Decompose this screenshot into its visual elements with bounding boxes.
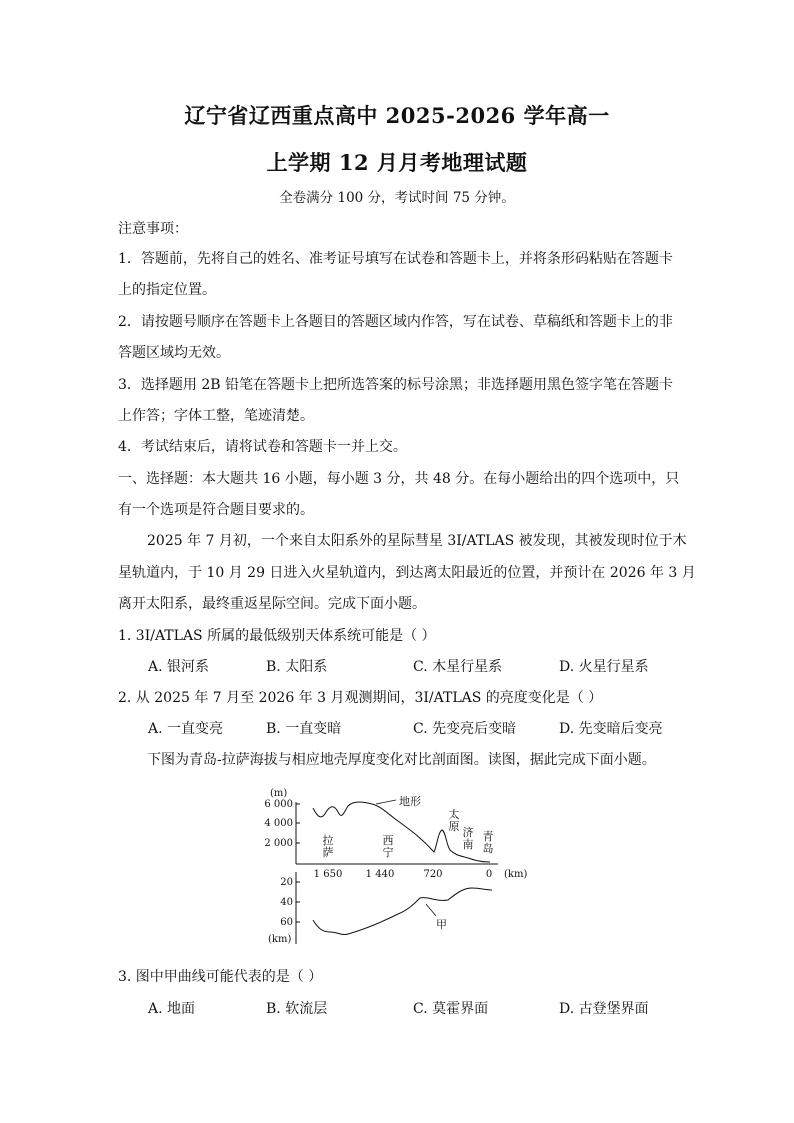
x-tick-label: 720 xyxy=(423,869,443,880)
question-1-stem: 1. 3I/ATLAS 所属的最低级别天体系统可能是（ ） xyxy=(118,628,436,644)
crust-curve-jia xyxy=(313,888,492,935)
upper-tick-label: 4 000 xyxy=(264,818,293,829)
city-label: 太 xyxy=(448,808,460,821)
option-b[interactable]: B. 太阳系 xyxy=(266,659,328,675)
passage-line: 离开太阳系，最终重返星际空间。完成下面小题。 xyxy=(118,596,426,612)
lower-unit-label: (km) xyxy=(268,934,292,945)
upper-tick-label: 6 000 xyxy=(264,799,293,810)
city-label: 萨 xyxy=(322,846,334,859)
option-b[interactable]: B. 一直变暗 xyxy=(266,721,342,737)
option-c[interactable]: C. 莫霍界面 xyxy=(413,1001,489,1017)
question-2-stem: 2. 从 2025 年 7 月至 2026 年 3 月观测期间，3I/ATLAS 的亮度变化是（ ） xyxy=(118,690,603,706)
profile-figure xyxy=(258,782,538,950)
city-label: 原 xyxy=(448,820,460,833)
x-tick-label: 0 xyxy=(485,869,493,880)
lower-tick-label: 60 xyxy=(280,917,293,928)
x-tick-label: 1 440 xyxy=(365,869,395,880)
exam-subtitle: 全卷满分 100 分，考试时间 75 分钟。 xyxy=(279,190,515,206)
notice-line: 1．答题前，先将自己的姓名、准考证号填写在试卷和答题卡上，并将条形码粘贴在答题卡 xyxy=(118,251,673,267)
city-label: 青 xyxy=(482,830,494,843)
notice-line: 4．考试结束后，请将试卷和答题卡一并上交。 xyxy=(118,439,407,455)
city-label: 济 xyxy=(462,826,474,839)
notice-line: 上的指定位置。 xyxy=(118,282,216,298)
upper-tick-label: 2 000 xyxy=(264,838,293,849)
option-a[interactable]: A. 地面 xyxy=(148,1001,196,1017)
lower-tick-label: 20 xyxy=(280,877,293,888)
curve-leader xyxy=(426,904,436,916)
option-c[interactable]: C. 木星行星系 xyxy=(413,659,503,675)
option-c[interactable]: C. 先变亮后变暗 xyxy=(413,721,517,737)
question-3-stem: 3. 图中甲曲线可能代表的是（ ） xyxy=(118,969,323,985)
city-label: 宁 xyxy=(382,846,394,859)
option-b[interactable]: B. 软流层 xyxy=(266,1001,328,1017)
option-d[interactable]: D. 先变暗后变亮 xyxy=(559,721,663,737)
passage-line: 星轨道内，于 10 月 29 日进入火星轨道内，到达离太阳最近的位置，并预计在 2026 年 3 月 xyxy=(118,565,696,581)
terrain-leader xyxy=(376,800,396,804)
city-label: 南 xyxy=(462,838,474,851)
x-unit-label: (km) xyxy=(504,869,528,880)
notice-line: 2．请按题号顺序在答题卡上各题目的答题区域内作答，写在试卷、草稿纸和答题卡上的非 xyxy=(118,314,673,330)
passage-line: 2025 年 7 月初，一个来自太阳系外的星际彗星 3I/ATLAS 被发现，其被发现时位于木 xyxy=(147,533,687,549)
city-label: 拉 xyxy=(322,834,334,847)
lower-tick-label: 40 xyxy=(280,897,293,908)
notice-line: 3．选择题用 2B 铅笔在答题卡上把所选答案的标号涂黑；非选择题用黑色签字笔在答题卡 xyxy=(118,377,674,393)
page-title-line2: 上学期 12 月月考地理试题 xyxy=(266,150,528,175)
city-label: 岛 xyxy=(482,842,494,855)
option-d[interactable]: D. 火星行星系 xyxy=(559,659,649,675)
city-label: 西 xyxy=(382,834,394,847)
option-a[interactable]: A. 银河系 xyxy=(148,659,210,675)
notice-line: 答题区域均无效。 xyxy=(118,345,230,361)
terrain-label: 地形 xyxy=(399,795,421,808)
curve-label: 甲 xyxy=(436,918,447,931)
option-d[interactable]: D. 古登堡界面 xyxy=(559,1001,649,1017)
x-tick-label: 1 650 xyxy=(313,869,343,880)
option-a[interactable]: A. 一直变亮 xyxy=(148,721,224,737)
section-heading: 一、选择题：本大题共 16 小题，每小题 3 分，共 48 分。在每小题给出的四个选项中，只 xyxy=(118,471,680,487)
passage2-line: 下图为青岛-拉萨海拔与相应地壳厚度变化对比剖面图。读图，据此完成下面小题。 xyxy=(147,752,656,768)
section-heading-cont: 有一个选项是符合题目要求的。 xyxy=(118,502,314,518)
notice-line: 上作答；字体工整，笔迹清楚。 xyxy=(118,408,314,424)
page-title-line1: 辽宁省辽西重点高中 2025-2026 学年高一 xyxy=(184,103,610,128)
notice-heading: 注意事项： xyxy=(118,221,188,237)
upper-unit-label: (m) xyxy=(270,788,288,799)
